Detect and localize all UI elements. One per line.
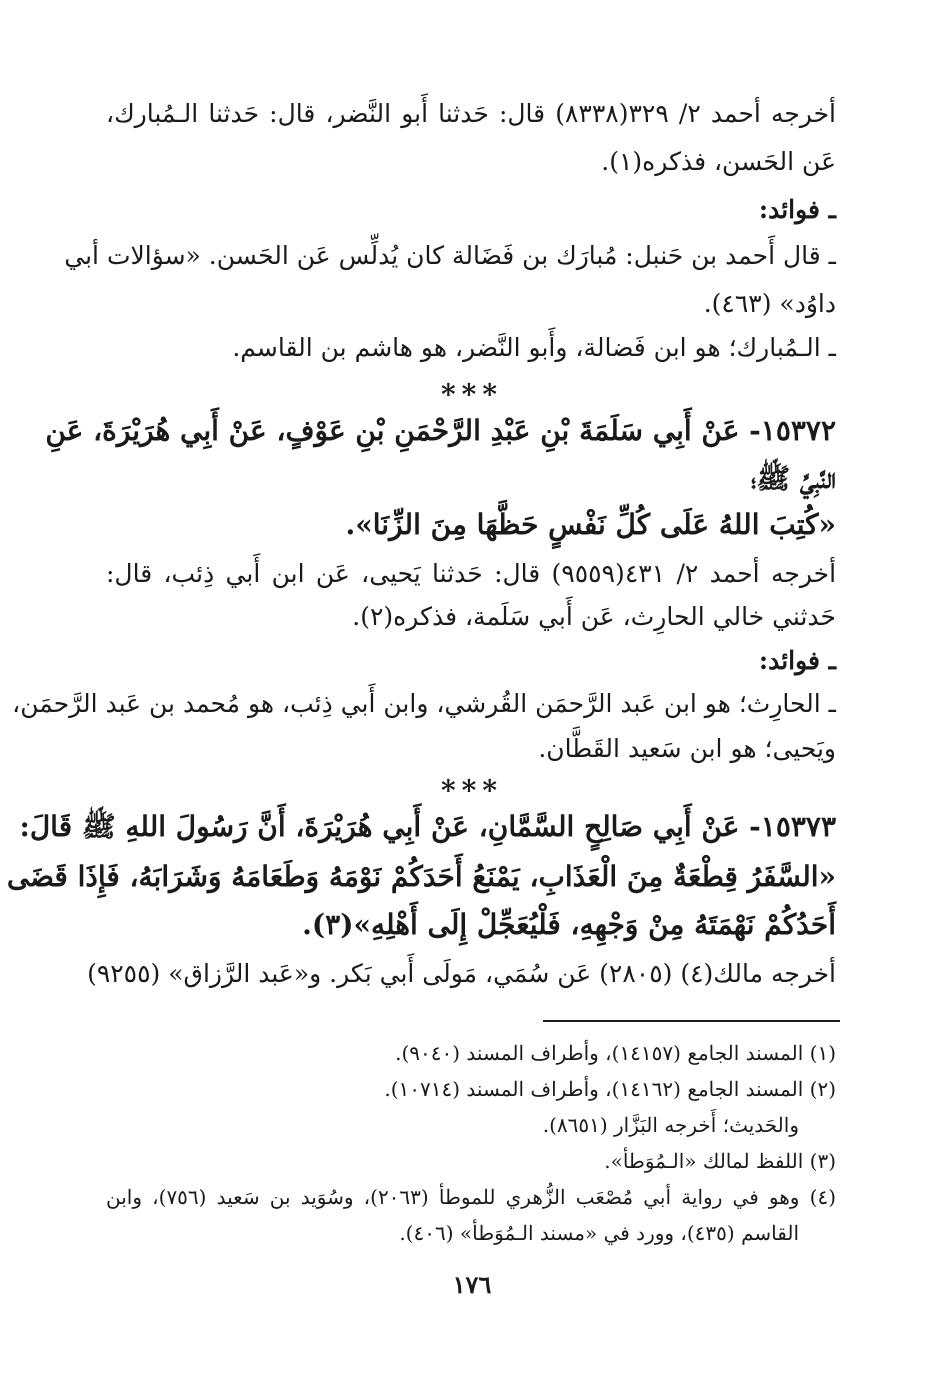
section-heading-benefits: ـ فوائد: bbox=[758, 195, 836, 224]
text-line: ـ قال أَحمد بن حَنبل: مُبارَك بن فَضَالة كان يُدلِّس عَن الحَسن. «سؤالات أبي bbox=[64, 241, 836, 270]
text-line: أخرجه أحمد ٢/ ٣٢٩(٨٣٣٨) قال: حَدثنا أَبو النَّضر، قال: حَدثنا الـمُبارك، bbox=[106, 99, 837, 128]
footnote-divider bbox=[543, 1020, 840, 1022]
section-separator: *** bbox=[441, 378, 503, 411]
text-line: ويَحيى؛ هو ابن سَعيد القَطَّان. bbox=[538, 734, 836, 763]
hadith-heading: ١٥٣٧٢- عَنْ أَبِي سَلَمَةَ بْنِ عَبْدِ الرَّحْمَنِ بْنِ عَوْفٍ، عَنْ أَبِي هُرَيْرَةَ، عَنِ bbox=[45, 414, 836, 447]
text-line: عَن الحَسن، فذكره(١). bbox=[601, 147, 836, 176]
footnote: (١) المسند الجامع (١٤١٥٧)، وأطراف المسند (٩٠٤٠). bbox=[395, 1041, 836, 1065]
section-separator: *** bbox=[441, 774, 503, 807]
page-number: ١٧٦ bbox=[452, 1270, 492, 1299]
text-line: حَدثني خالي الحارِث، عَن أَبي سَلَمة، فذكره(٢). bbox=[352, 602, 836, 631]
footnote: (٢) المسند الجامع (١٤١٦٢)، وأطراف المسند (١٠٧١٤). bbox=[384, 1077, 836, 1101]
text-line: أخرجه أحمد ٢/ ٤٣١(٩٥٥٩) قال: حَدثنا يَحيى، عَن ابن أَبي ذِئب، قال: bbox=[106, 559, 837, 588]
hadith-matn: «السَّفَرُ قِطْعَةٌ مِنَ الْعَذَابِ، يَمْنَعُ أَحَدَكُمْ نَوْمَهُ وَطَعَامَهُ وَشَرَابَهُ، فَإِذَا قَضَى bbox=[6, 860, 836, 893]
hadith-matn: «كُتِبَ اللهُ عَلَى كُلِّ نَفْسٍ حَظَّهَا مِنَ الزِّنَا». bbox=[345, 508, 836, 541]
hadith-heading: ١٥٣٧٣- عَنْ أَبِي صَالِحٍ السَّمَّانِ، عَنْ أَبِي هُرَيْرَةَ، أَنَّ رَسُولَ اللهِ ﷺ قَالَ: bbox=[19, 810, 836, 843]
footnote: (٣) اللفظ لمالك «الـمُوَطأ». bbox=[604, 1149, 836, 1173]
text-line: ـ الحارِث؛ هو ابن عَبد الرَّحمَن القُرشي، وابن أَبي ذِئب، هو مُحمد بن عَبد الرَّحمَن، bbox=[12, 689, 836, 718]
footnote-continuation: والحَديث؛ أَخرجه البَزَّار (٨٦٥١). bbox=[542, 1113, 799, 1137]
section-heading-benefits: ـ فوائد: bbox=[758, 646, 836, 675]
text-line: أخرجه مالك(٤) (٢٨٠٥) عَن سُمَي، مَولَى أَبي بَكر. و«عَبد الرَّزاق» (٩٢٥٥) bbox=[87, 959, 836, 988]
text-line: ـ الـمُبارك؛ هو ابن فَضالة، وأَبو النَّضر، هو هاشم بن القاسم. bbox=[232, 333, 836, 362]
footnote-continuation: القاسم (٤٣٥)، وورد في «مسند الـمُوَطأ» (٤٠٦). bbox=[399, 1221, 799, 1245]
hadith-text: النَّبِيِّ ﷺ؛ bbox=[750, 462, 836, 495]
text-line: داوُد» (٤٦٣). bbox=[703, 289, 836, 318]
footnote: (٤) وهو في رواية أبي مُصْعَب الزُّهري للموطأ (٢٠٦٣)، وسُوَيد بن سَعيد (٧٥٦)، وابن bbox=[106, 1185, 836, 1209]
hadith-matn: أَحَدُكُمْ نَهْمَتَهُ مِنْ وَجْهِهِ، فَلْيُعَجِّلْ إِلَى أَهْلِهِ»(٣). bbox=[302, 908, 836, 941]
